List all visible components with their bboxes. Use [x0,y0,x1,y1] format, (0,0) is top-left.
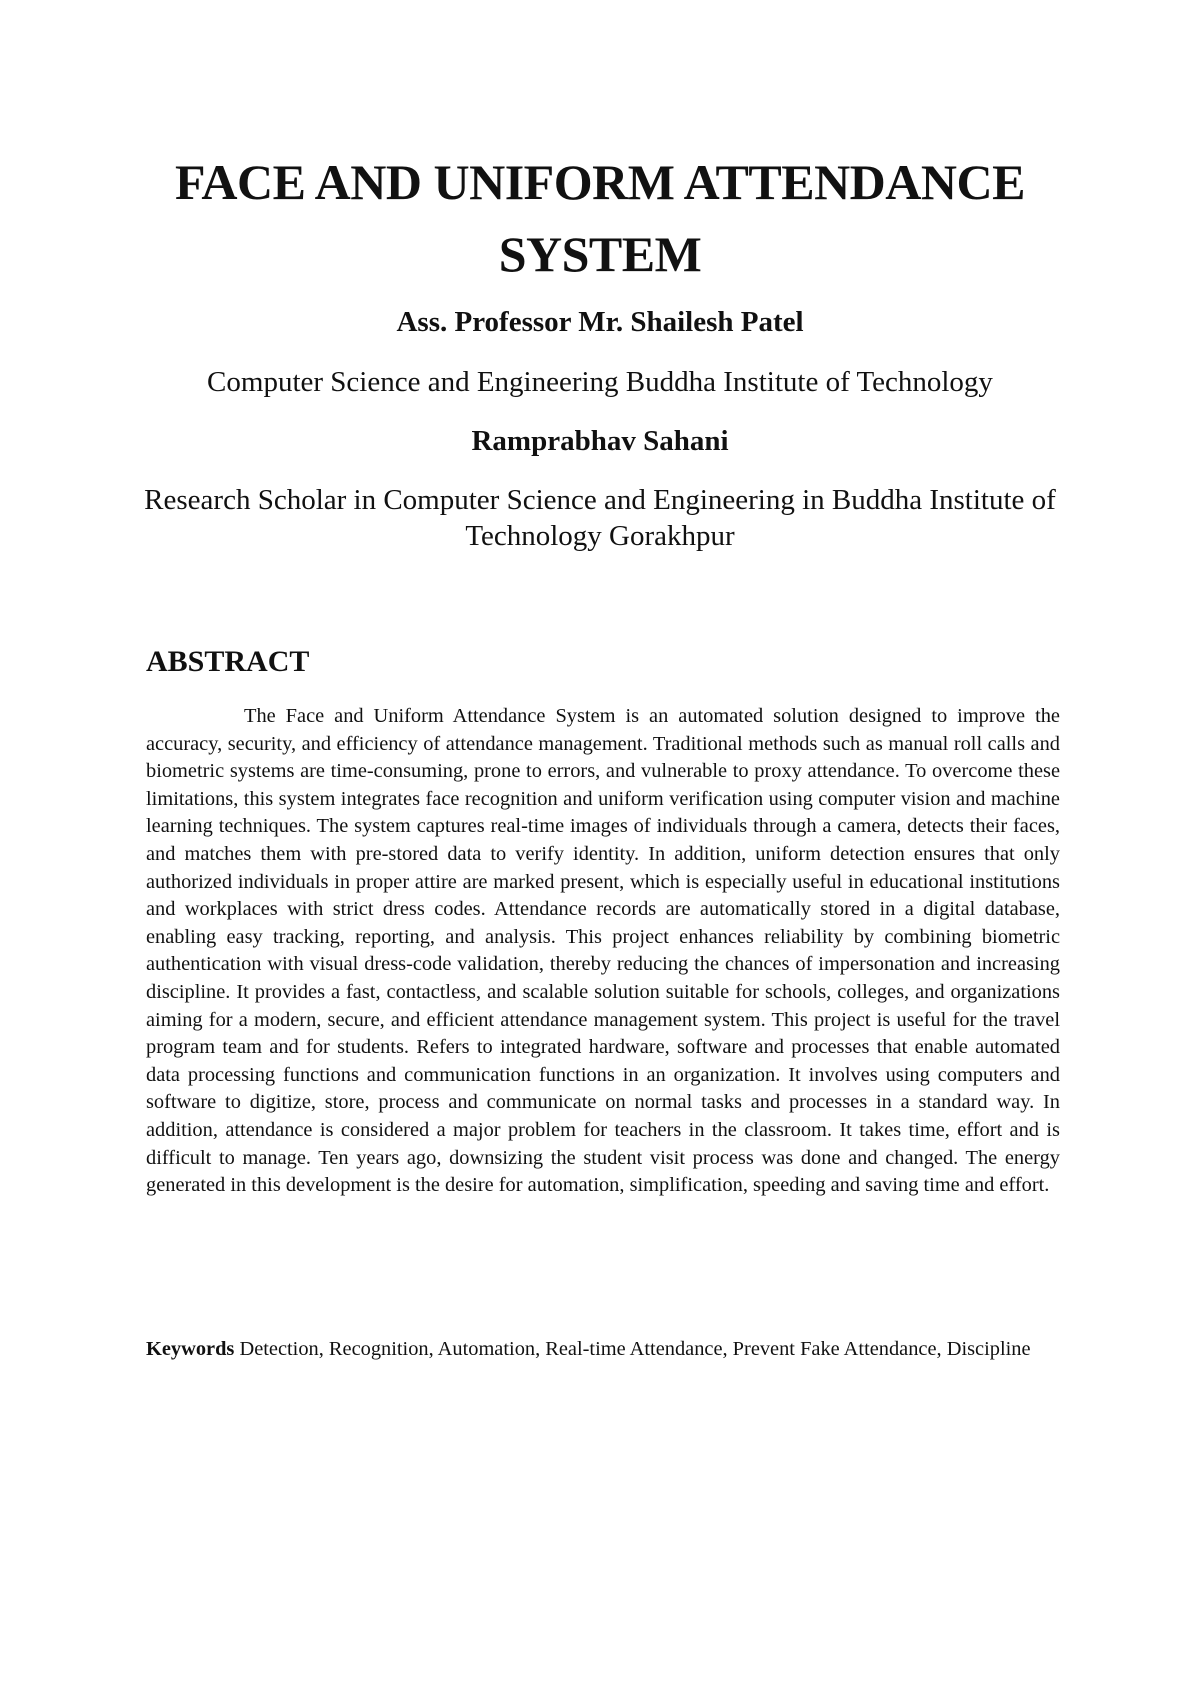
author-2-name: Ramprabhav Sahani [471,425,729,457]
abstract-heading: ABSTRACT [146,645,310,678]
author-1-name: Ass. Professor Mr. Shailesh Patel [396,306,804,338]
keywords-list: Detection, Recognition, Automation, Real-time Attendance, Prevent Fake Attendance, Discipline [239,1338,1031,1360]
author-2-affiliation: Research Scholar in Computer Science and Engineering in Buddha Institute of Technology Gorakhpur [144,484,1056,552]
paper-title: FACE AND UNIFORM ATTENDANCE SYSTEM [175,154,1025,282]
abstract-body: The Face and Uniform Attendance System is an automated solution designed to improve the accuracy, security, and efficiency of attendance management. Traditional methods such as manual roll calls and biometric systems are time-consuming, prone to errors, and vulnerable to proxy attendance. To overcome these limitations, this system integrates face recognition and uniform verification using computer vision and machine learning techniques. The system captures real-time images of individuals through a camera, detects their faces, and matches them with pre-stored data to verify identity. In addition, uniform detection ensures that only authorized individuals in proper attire are marked present, which is especially useful in educational institutions and workplaces with strict dress codes. Attendance records are automatically stored in a digital database, enabling easy tracking, reporting, and analysis. This project enhances reliability by combining biometric authentication with visual dress-code validation, thereby reducing the chances of impersonation and increasing discipline. It provides a fast, contactless, and scalable solution suitable for schools, colleges, and organizations aiming for a modern, secure, and efficient attendance management system. This project is useful for the travel program team and for students. Refers to integrated hardware, software and processes that enable automated data processing functions and communication functions in an organization. It involves using computers and software to digitize, store, process and communicate on normal tasks and processes in a standard way. In addition, attendance is considered a major problem for teachers in the classroom. It takes time, effort and is difficult to manage. Ten years ago, downsizing the student visit process was done and changed. The energy generated in this development is the desire for automation, simplification, speeding and saving time and effort. [146,705,1060,1197]
keywords-label: Keywords [146,1338,235,1360]
author-1-affiliation: Computer Science and Engineering Buddha Institute of Technology [207,366,993,398]
keywords-paragraph [146,1336,1060,1364]
